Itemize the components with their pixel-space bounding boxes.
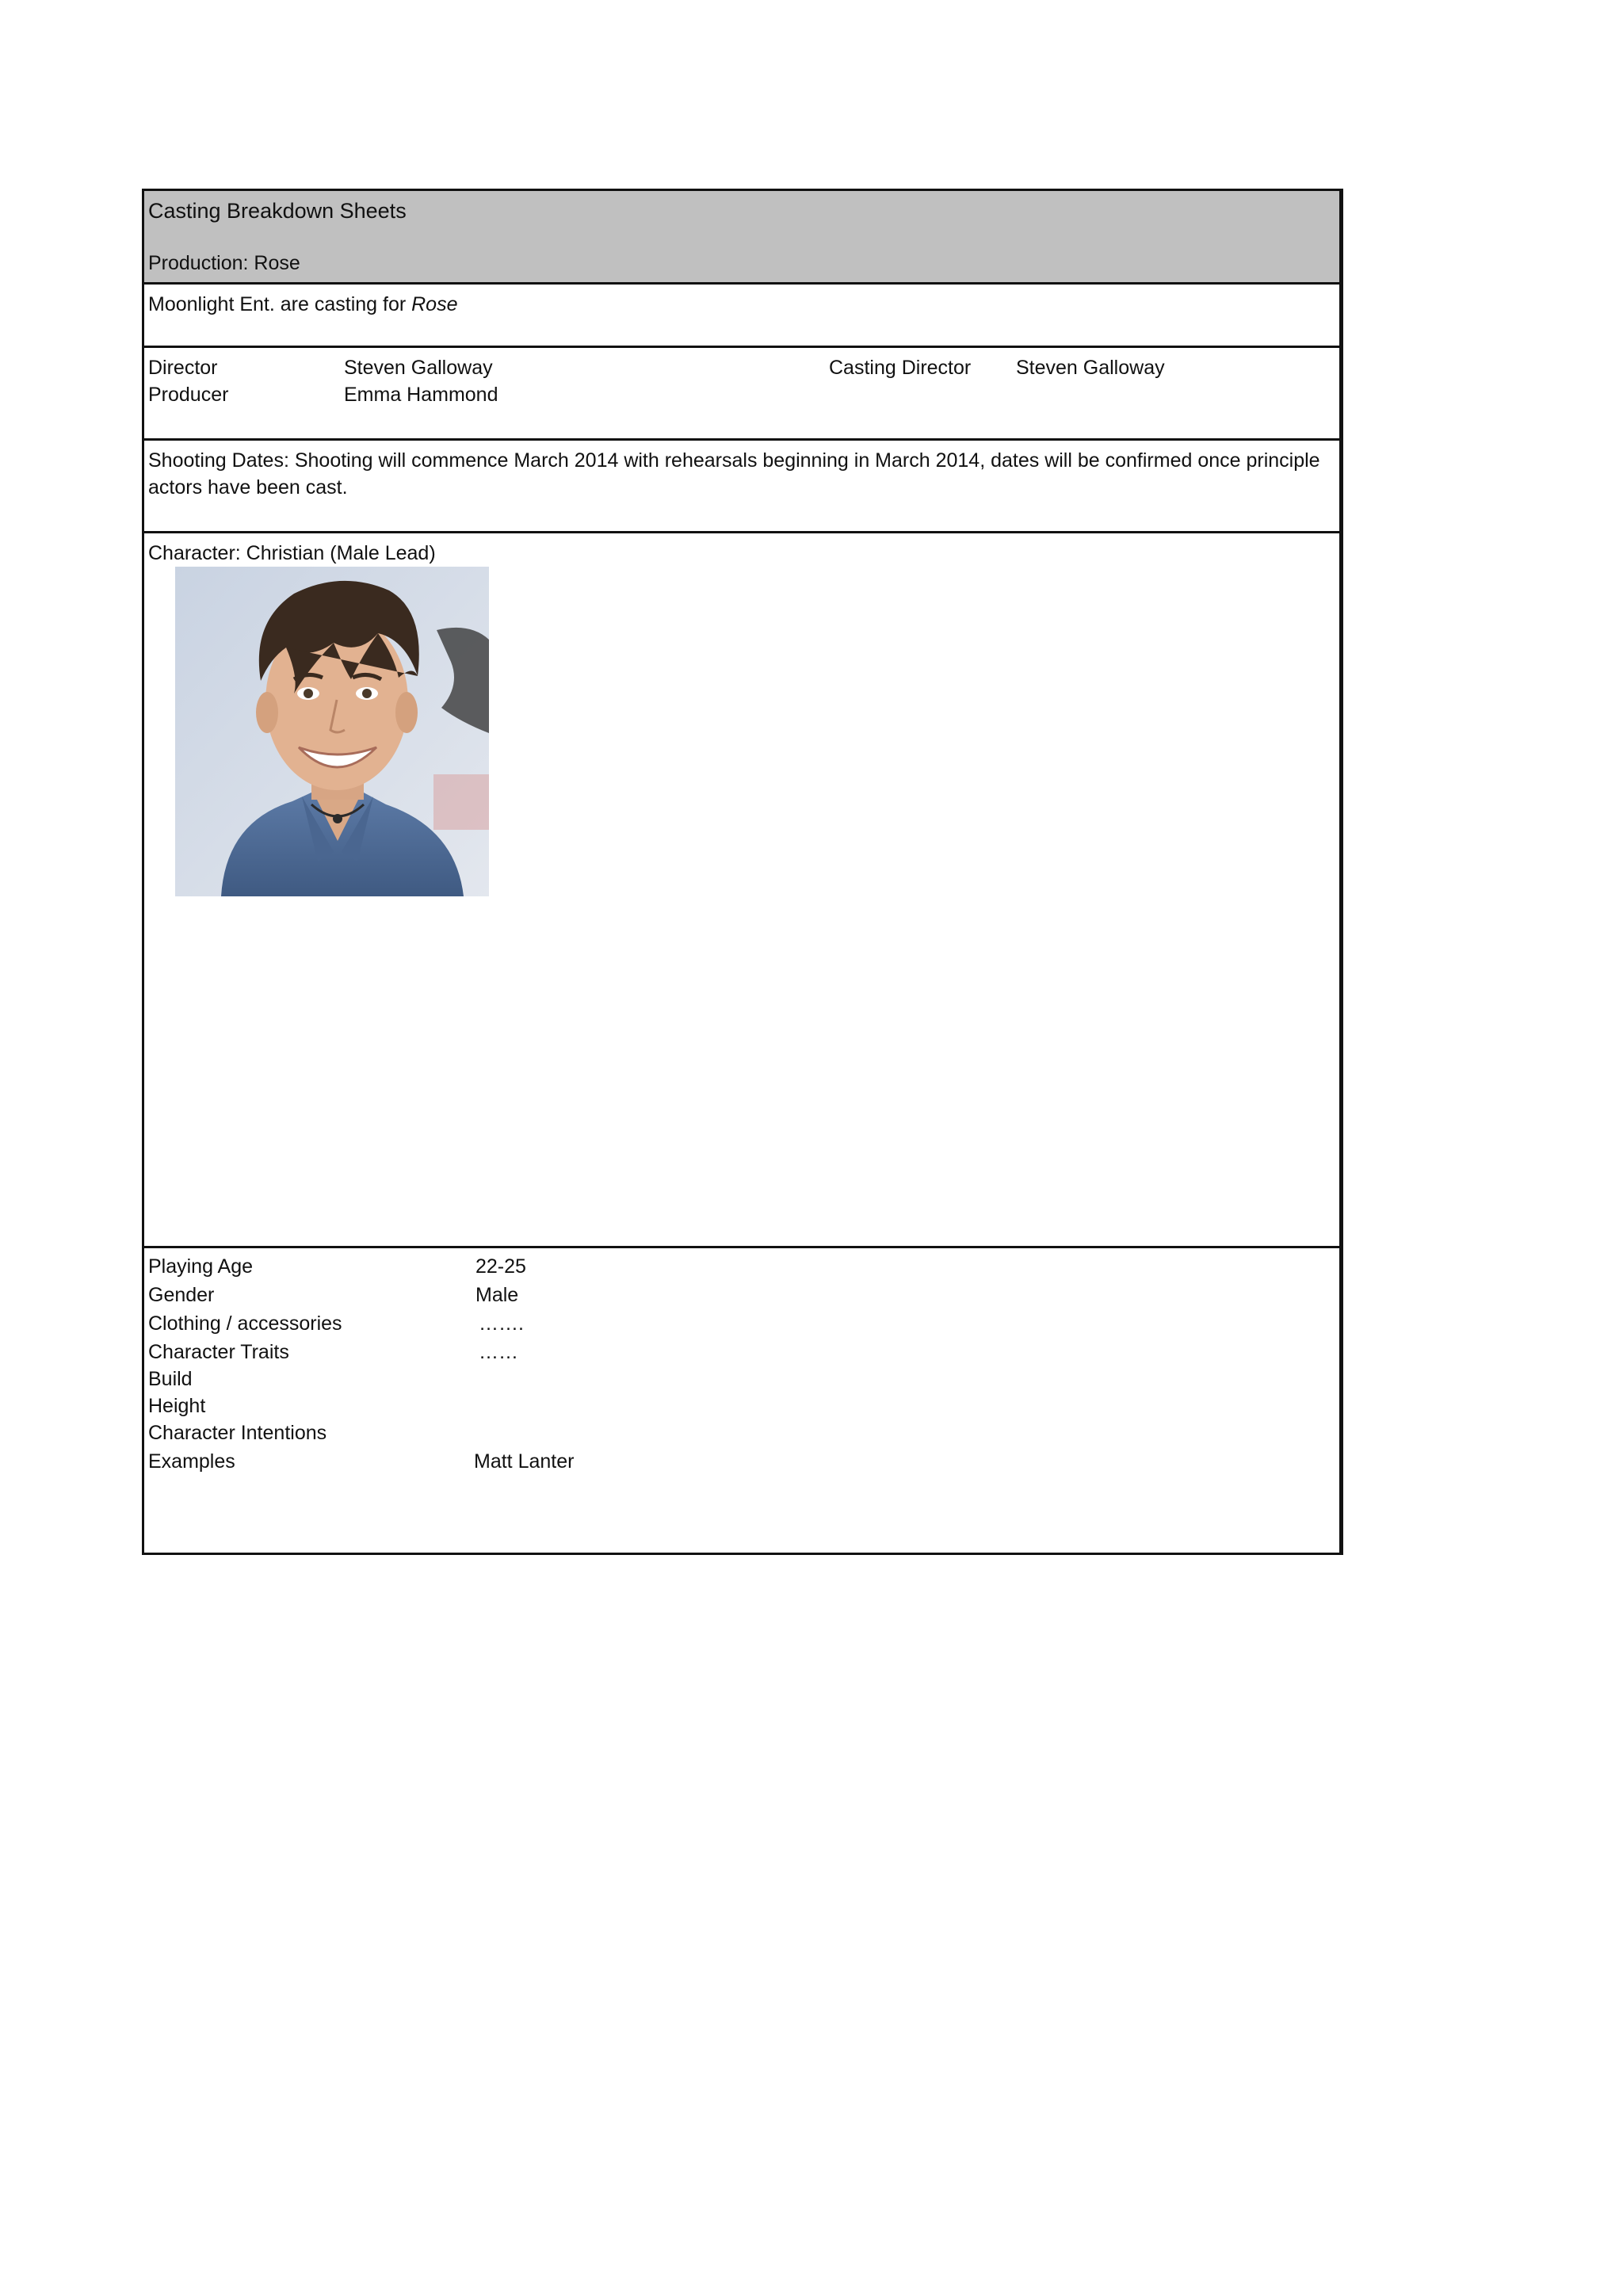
character-details [144, 1248, 1339, 1553]
production-name: Rose [411, 293, 458, 315]
detail-value-clothing: ……. [479, 1312, 524, 1335]
detail-label-build: Build [148, 1368, 193, 1390]
casting-prefix: Moonlight Ent. are casting for [148, 293, 412, 315]
casting-breakdown-sheet [142, 189, 1343, 1555]
detail-value-gender: Male [475, 1284, 519, 1306]
detail-label-examples: Examples [148, 1450, 235, 1473]
detail-label-character-intentions: Character Intentions [148, 1422, 327, 1444]
shooting-dates-text [148, 447, 1337, 501]
casting-director-label: Casting Director [829, 357, 972, 379]
character-title: Character: Christian (Male Lead) [148, 542, 436, 564]
detail-label-height: Height [148, 1395, 206, 1417]
shooting-dates-line-1: Shooting Dates: Shooting will commence March 2014 with rehearsals beginning in March 2014, dates will be confirmed once principle [148, 449, 1320, 472]
shooting-dates-section [144, 441, 1339, 533]
detail-value-playing-age: 22-25 [475, 1255, 526, 1278]
detail-value-character-traits: …… [479, 1341, 518, 1363]
director-label: Director [148, 357, 218, 379]
casting-announcement [148, 291, 458, 318]
producer-label: Producer [148, 384, 229, 406]
detail-value-examples: Matt Lanter [474, 1450, 575, 1473]
crew-section [144, 348, 1339, 441]
casting-director-name: Steven Galloway [1016, 357, 1165, 379]
detail-label-playing-age: Playing Age [148, 1255, 254, 1278]
sheet-title: Casting Breakdown Sheets [148, 199, 407, 223]
detail-label-gender: Gender [148, 1284, 215, 1306]
character-section [144, 533, 1339, 1248]
detail-label-character-traits: Character Traits [148, 1341, 289, 1363]
casting-section [144, 285, 1339, 348]
shooting-dates-line-2: actors have been cast. [148, 476, 348, 499]
director-name: Steven Galloway [344, 357, 493, 379]
production-label: Production: Rose [148, 252, 300, 274]
character-headshot [175, 567, 489, 896]
producer-name: Emma Hammond [344, 384, 498, 406]
headshot-image [175, 567, 489, 896]
sheet-header [144, 191, 1339, 285]
detail-label-clothing: Clothing / accessories [148, 1312, 342, 1335]
